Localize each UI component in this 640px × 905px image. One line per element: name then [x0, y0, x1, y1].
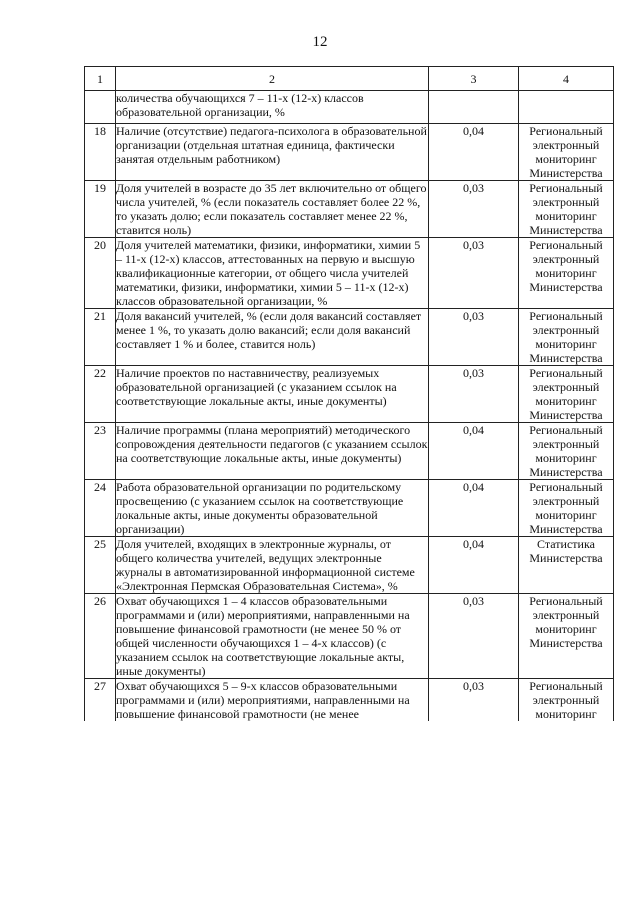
- row-source: Региональный электронный мониторинг: [519, 679, 614, 722]
- row-weight: 0,03: [429, 309, 519, 366]
- row-weight: 0,03: [429, 366, 519, 423]
- row-weight: 0,03: [429, 679, 519, 722]
- row-description: Наличие проектов по наставничеству, реализуемых образовательной организацией (с указанием ссылок на соответствующие локальные акты, иные документы): [116, 366, 429, 423]
- row-weight: 0,03: [429, 238, 519, 309]
- row-source: Региональный электронный мониторинг Министерства: [519, 181, 614, 238]
- row-source: Региональный электронный мониторинг Министерства: [519, 423, 614, 480]
- row-source: Региональный электронный мониторинг Министерства: [519, 124, 614, 181]
- row-number: 18: [85, 124, 116, 181]
- table-row: [85, 480, 614, 537]
- row-number: 22: [85, 366, 116, 423]
- table-row: [85, 181, 614, 238]
- row-description: Охват обучающихся 1 – 4 классов образовательными программами и (или) мероприятиями, направленными на повышение финансовой грамотности (не менее 50 % от общей численности обучающихся 1 – 4-х классов) (с указанием ссылок на соответствующие локальные акты, иные документы): [116, 594, 429, 679]
- row-description: Охват обучающихся 5 – 9-х классов образовательными программами и (или) мероприятиями, направленными на повышение финансовой грамотности (не менее: [116, 679, 429, 722]
- header-col-3: 3: [429, 67, 519, 91]
- row-weight: 0,04: [429, 423, 519, 480]
- row-number: 26: [85, 594, 116, 679]
- row-description: Доля учителей в возрасте до 35 лет включительно от общего числа учителей, % (если показатель составляет более 22 %, то указать долю; если показатель составляет менее 22 %, ставится ноль): [116, 181, 429, 238]
- row-source: Региональный электронный мониторинг Министерства: [519, 480, 614, 537]
- continuation-text: количества обучающихся 7 – 11-х (12-х) классов образовательной организации, %: [116, 91, 429, 124]
- row-number: 20: [85, 238, 116, 309]
- row-description: Доля учителей, входящих в электронные журналы, от общего количества учителей, ведущих электронные журналы в автоматизированной информационной системе «Электронная Пермская Образовательная Система», %: [116, 537, 429, 594]
- row-number: 21: [85, 309, 116, 366]
- row-number: 25: [85, 537, 116, 594]
- row-number: 19: [85, 181, 116, 238]
- row-weight: 0,03: [429, 181, 519, 238]
- row-description: Наличие программы (плана мероприятий) методического сопровождения деятельности педагогов (с указанием ссылок на соответствующие локальные акты, иные документы): [116, 423, 429, 480]
- row-source: Региональный электронный мониторинг Министерства: [519, 238, 614, 309]
- row-source: Статистика Министерства: [519, 537, 614, 594]
- row-number: 23: [85, 423, 116, 480]
- table-row: [85, 537, 614, 594]
- table-row: [85, 309, 614, 366]
- table-row: [85, 238, 614, 309]
- row-weight: 0,04: [429, 480, 519, 537]
- row-weight: 0,04: [429, 124, 519, 181]
- row-source: Региональный электронный мониторинг Министерства: [519, 366, 614, 423]
- page-number: 12: [312, 34, 328, 50]
- row-number: 27: [85, 679, 116, 722]
- row-description: Доля вакансий учителей, % (если доля вакансий составляет менее 1 %, то указать долю вакансий; если доля вакансий составляет 1 % и более, ставится ноль): [116, 309, 429, 366]
- table-row-continuation: [85, 91, 614, 124]
- row-weight: 0,03: [429, 594, 519, 679]
- row-source: Региональный электронный мониторинг Министерства: [519, 594, 614, 679]
- row-description: Доля учителей математики, физики, информатики, химии 5 – 11-х (12-х) классов, аттестованных на первую и высшую квалификационные категории, от общего числа учителей математики, физики, информатики, химии 5 – 11-х (12-х) классов образовательной организации, %: [116, 238, 429, 309]
- row-description: Работа образовательной организации по родительскому просвещению (с указанием ссылок на соответствующие локальные акты, иные документы образовательной организации): [116, 480, 429, 537]
- table-row: [85, 423, 614, 480]
- criteria-table: [84, 66, 614, 721]
- row-source: Региональный электронный мониторинг Министерства: [519, 309, 614, 366]
- table-row: [85, 594, 614, 679]
- table-header-row: [85, 67, 614, 91]
- row-weight: 0,04: [429, 537, 519, 594]
- table-row: [85, 366, 614, 423]
- table-row: [85, 124, 614, 181]
- header-col-1: 1: [85, 67, 116, 91]
- row-description: Наличие (отсутствие) педагога-психолога в образовательной организации (отдельная штатная единица, фактически занятая отдельным работником): [116, 124, 429, 181]
- header-col-2: 2: [116, 67, 429, 91]
- header-col-4: 4: [519, 67, 614, 91]
- table-row: [85, 679, 614, 722]
- row-number: 24: [85, 480, 116, 537]
